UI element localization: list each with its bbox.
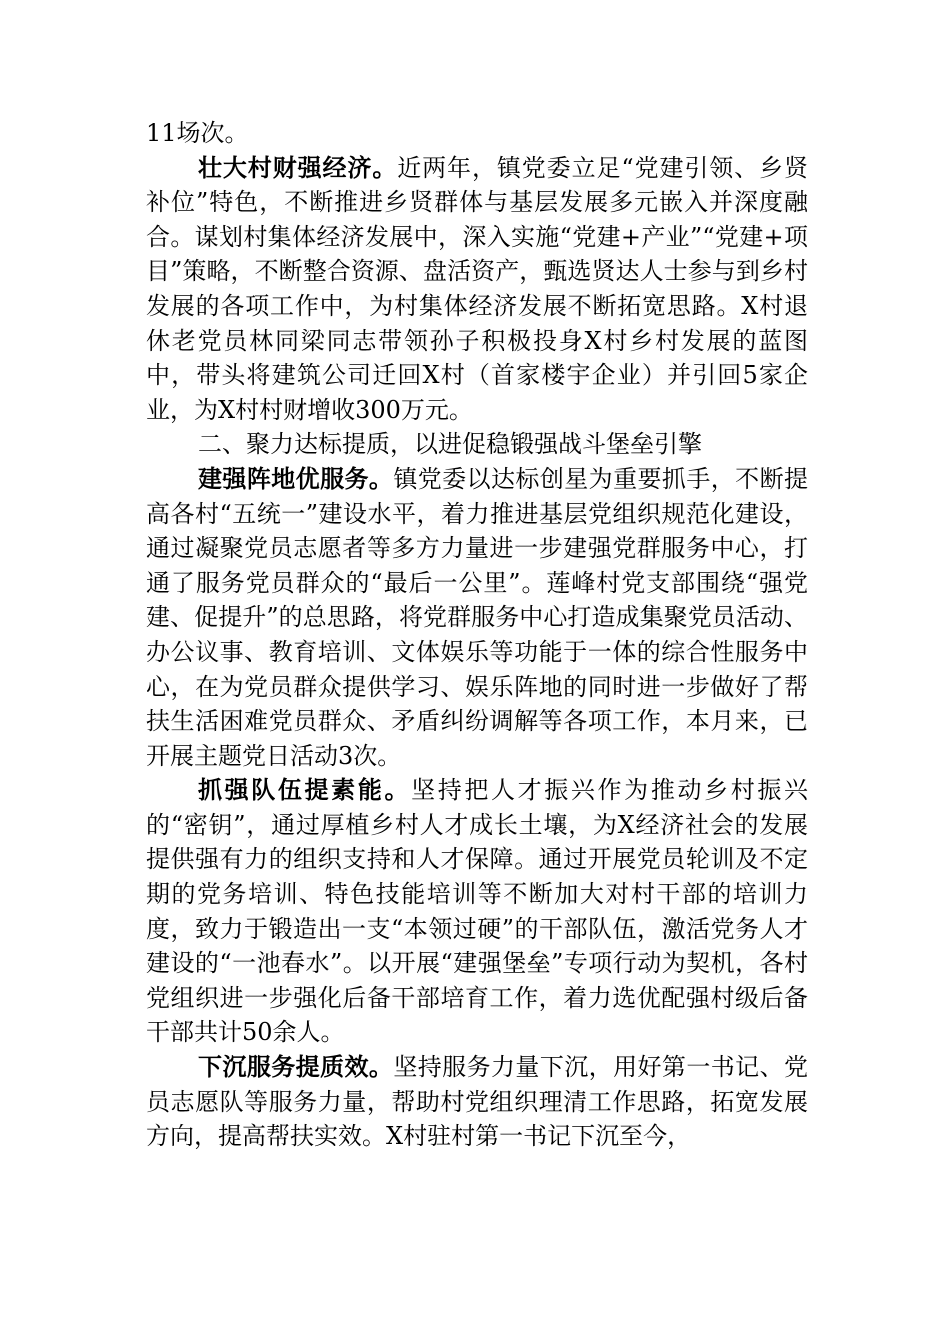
paragraph-text: 镇党委以达标创星为重要抓手，不断提高各村“五统一”建设水平，着力推进基层党组织规范化建设，通过凝聚党员志愿者等多方力量进一步建强党群服务中心，打通了服务党员群众的“最后一公里”。莲峰村党支部围绕“强党建、促提升”的总思路，将党群服务中心打造成集聚党员活动、办公议事、教育培训、文体娱乐等功能于一体的综合性服务中心，在为党员群众提供学习、娱乐阵地的同时进一步做好了帮扶生活困难党员群众、矛盾纠纷调解等各项工作，本月来，已开展主题党日活动3次。 — [146, 464, 809, 770]
paragraph-lead: 下沉服务提质效。 — [198, 1053, 394, 1082]
paragraph-service-sinking — [146, 1050, 808, 1154]
paragraph-text: 坚持把人才振兴作为推动乡村振兴的“密钥”，通过厚植乡村人才成长土壤，为X经济社会的发展提供强有力的组织支持和人才保障。通过开展党员轮训及不定期的党务培训、特色技能培训等不断加大对村干部的培训力度，致力于锻造出一支“本领过硬”的干部队伍，激活党务人才建设的“一池春水”。以开展“建强堡垒”专项行动为契机，各村党组织进一步强化后备干部培育工作，着力选优配强村级后备干部共计50余人。 — [146, 776, 809, 1047]
section-heading: 二、聚力达标提质，以进促稳锻强战斗堡垒引擎 — [198, 430, 702, 459]
paragraph-text: 近两年，镇党委立足“党建引领、乡贤补位”特色，不断推进乡贤群体与基层发展多元嵌入并深度融合。谋划村集体经济发展中，深入实施“党建+产业”“党建+项目”策略，不断整合资源、盘活资产，甄选贤达人士参与到乡村发展的各项工作中，为村集体经济发展不断拓宽思路。X村退休老党员林同梁同志带领孙子积极投身X村乡村发展的蓝图中，带头将建筑公司迁回X村（首家楼宇企业）并引回5家企业，为X村村财增收300万元。 — [146, 153, 808, 424]
paragraph-text: 11场次。 — [146, 119, 249, 147]
paragraph-service-base — [146, 462, 808, 773]
paragraph-text: 坚持服务力量下沉，用好第一书记、党员志愿队等服务力量，帮助村党组织理清工作思路，拓宽发展方向，提高帮扶实效。X村驻村第一书记下沉至今， — [146, 1053, 809, 1151]
paragraph-lead: 建强阵地优服务。 — [198, 464, 394, 493]
paragraph-lead: 抓强队伍提素能。 — [198, 776, 412, 805]
paragraph-lead: 壮大村财强经济。 — [198, 153, 398, 182]
paragraph-continuation — [146, 116, 808, 151]
paragraph-village-economy — [146, 151, 808, 428]
paragraph-team-building — [146, 773, 808, 1050]
document-body — [146, 116, 808, 1154]
